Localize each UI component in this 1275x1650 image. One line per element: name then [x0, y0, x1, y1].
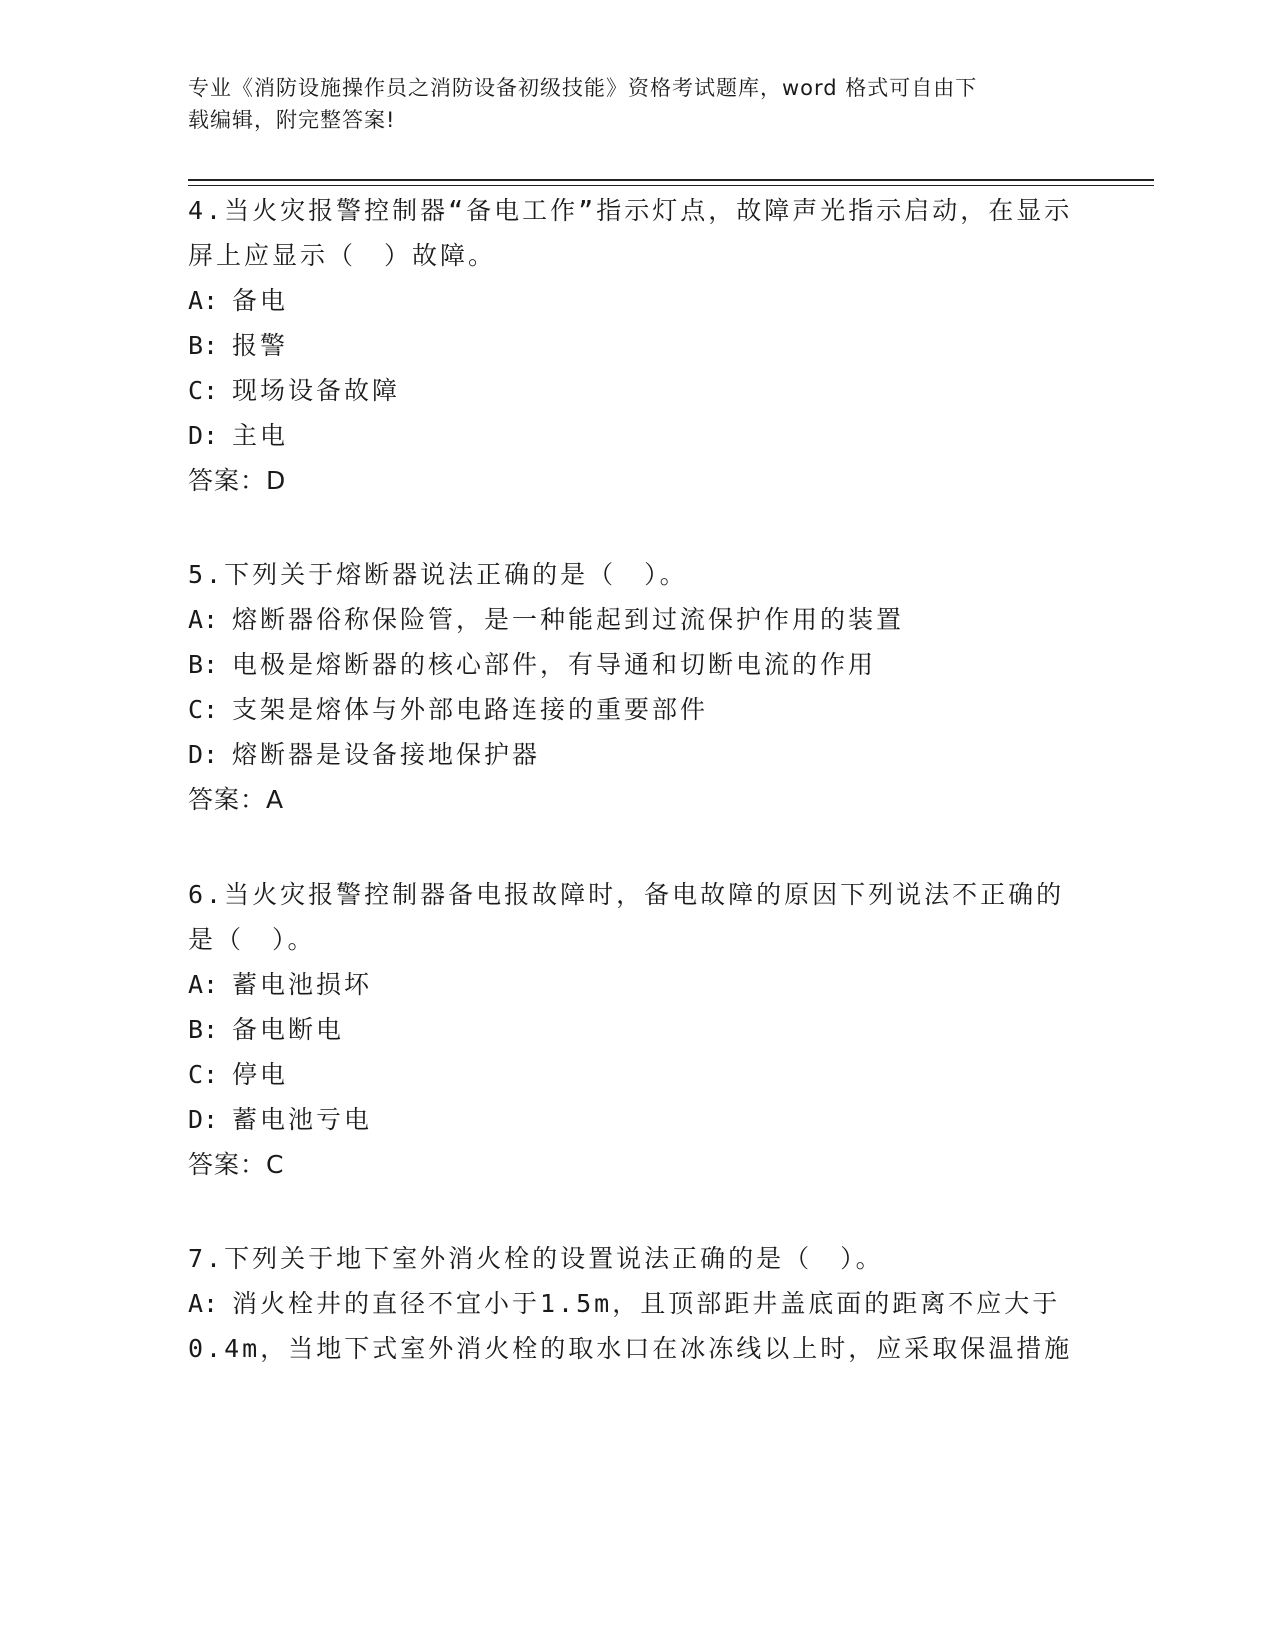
header-line-2: 载编辑，附完整答案! — [188, 108, 396, 132]
question-stem: 7.下列关于地下室外消火栓的设置说法正确的是（ ）。 — [188, 1244, 884, 1273]
option-text: 备电断电 — [232, 1015, 345, 1044]
option-b — [188, 323, 1088, 368]
option-letter: C: — [188, 1060, 219, 1089]
option-letter: D: — [188, 421, 219, 450]
option-letter: C: — [188, 376, 219, 405]
header-line-1: 专业《消防设施操作员之消防设备初级技能》资格考试题库，word 格式可自由下 — [188, 76, 978, 100]
option-b — [188, 1007, 1088, 1052]
option-text: 支架是熔体与外部电路连接的重要部件 — [232, 695, 709, 724]
option-d — [188, 732, 1088, 777]
document-header — [188, 72, 1088, 136]
option-letter: A: — [188, 605, 219, 634]
question-4 — [188, 188, 1088, 503]
question-stem: 6.当火灾报警控制器备电报故障时，备电故障的原因下列说法不正确的是（ ）。 — [188, 880, 1065, 954]
option-text: 熔断器俗称保险管，是一种能起到过流保护作用的装置 — [232, 605, 905, 634]
answer-line: 答案：C — [188, 1150, 285, 1179]
question-7 — [188, 1236, 1088, 1371]
question-stem: 4.当火灾报警控制器“备电工作”指示灯点，故障声光指示启动，在显示屏上应显示（ ）故障。 — [188, 196, 1073, 270]
option-letter: B: — [188, 331, 219, 360]
option-text: 熔断器是设备接地保护器 — [232, 740, 541, 769]
question-6 — [188, 872, 1088, 1187]
option-text: 现场设备故障 — [232, 376, 401, 405]
option-letter: A: — [188, 1289, 219, 1318]
question-5 — [188, 552, 1088, 822]
option-letter: D: — [188, 1105, 219, 1134]
option-c — [188, 1052, 1088, 1097]
option-letter: B: — [188, 1015, 219, 1044]
option-letter: B: — [188, 650, 219, 679]
option-text: 报警 — [232, 331, 289, 360]
option-letter: C: — [188, 695, 219, 724]
question-stem: 5.下列关于熔断器说法正确的是（ ）。 — [188, 560, 688, 589]
option-d — [188, 1097, 1088, 1142]
answer-line: 答案：A — [188, 785, 285, 814]
option-d — [188, 413, 1088, 458]
option-a — [188, 962, 1088, 1007]
header-rule-thick — [188, 179, 1154, 181]
option-text: 主电 — [232, 421, 289, 450]
option-letter: A: — [188, 970, 219, 999]
option-a — [188, 278, 1088, 323]
option-text: 备电 — [232, 286, 289, 315]
option-text: 蓄电池损坏 — [232, 970, 373, 999]
header-rule-thin — [188, 185, 1154, 186]
answer-line: 答案：D — [188, 466, 287, 495]
option-text: 电极是熔断器的核心部件，有导通和切断电流的作用 — [232, 650, 877, 679]
option-letter: A: — [188, 286, 219, 315]
option-text: 消火栓井的直径不宜小于1.5m，且顶部距井盖底面的距离不应大于0.4m，当地下式室外消火栓的取水口在冰冻线以上时，应采取保温措施 — [188, 1289, 1073, 1363]
option-text: 停电 — [232, 1060, 289, 1089]
option-c — [188, 687, 1088, 732]
option-text: 蓄电池亏电 — [232, 1105, 373, 1134]
option-letter: D: — [188, 740, 219, 769]
option-a — [188, 597, 1088, 642]
option-a — [188, 1281, 1088, 1371]
option-b — [188, 642, 1088, 687]
option-c — [188, 368, 1088, 413]
